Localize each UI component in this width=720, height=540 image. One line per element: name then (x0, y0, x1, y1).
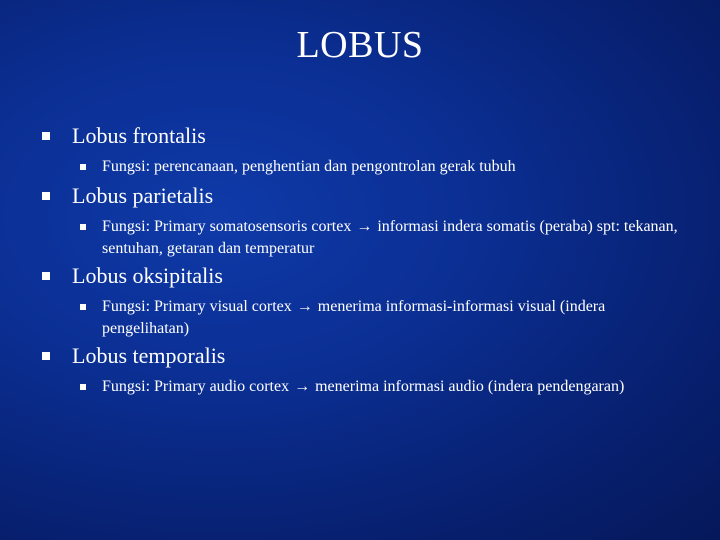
right-arrow-icon: → (294, 378, 311, 395)
list-item (42, 122, 682, 178)
square-bullet-icon (42, 352, 50, 360)
lobe-heading-text: Lobus parietalis (72, 183, 214, 208)
lobe-function-text-b: informasi indera somatis (peraba) spt: tekanan, sentuhan, getaran dan temperatur (102, 218, 678, 257)
lobe-function-text-a: Fungsi: Primary audio cortex (102, 378, 290, 395)
square-bullet-icon (80, 164, 86, 170)
list-item (42, 342, 682, 398)
square-bullet-icon (80, 224, 86, 230)
lobe-function (80, 216, 682, 260)
square-bullet-icon (42, 132, 50, 140)
lobe-function-text-b: menerima informasi audio (indera pendengaran) (315, 378, 625, 395)
lobe-heading (42, 122, 682, 150)
lobe-heading (42, 342, 682, 370)
lobe-heading (42, 262, 682, 290)
square-bullet-icon (42, 272, 50, 280)
lobe-function-text: Fungsi: perencanaan, penghentian dan pengontrolan gerak tubuh (102, 158, 516, 175)
lobe-heading-text: Lobus oksipitalis (72, 263, 223, 288)
right-arrow-icon: → (356, 218, 373, 235)
lobe-function (80, 376, 682, 398)
square-bullet-icon (80, 304, 86, 310)
right-arrow-icon: → (296, 298, 313, 315)
lobe-heading (42, 182, 682, 210)
lobe-function-text-a: Fungsi: Primary visual cortex (102, 298, 292, 315)
list-item (42, 262, 682, 340)
lobe-heading-text: Lobus temporalis (72, 343, 226, 368)
list-item (42, 182, 682, 260)
lobe-function (80, 156, 682, 178)
lobe-function-text-a: Fungsi: Primary somatosensoris cortex (102, 218, 352, 235)
square-bullet-icon (42, 192, 50, 200)
lobe-heading-text: Lobus frontalis (72, 123, 206, 148)
square-bullet-icon (80, 384, 86, 390)
slide-title: LOBUS (296, 24, 424, 66)
lobe-function (80, 296, 682, 340)
lobe-function-text-b: menerima informasi-informasi visual (indera pengelihatan) (102, 298, 606, 337)
